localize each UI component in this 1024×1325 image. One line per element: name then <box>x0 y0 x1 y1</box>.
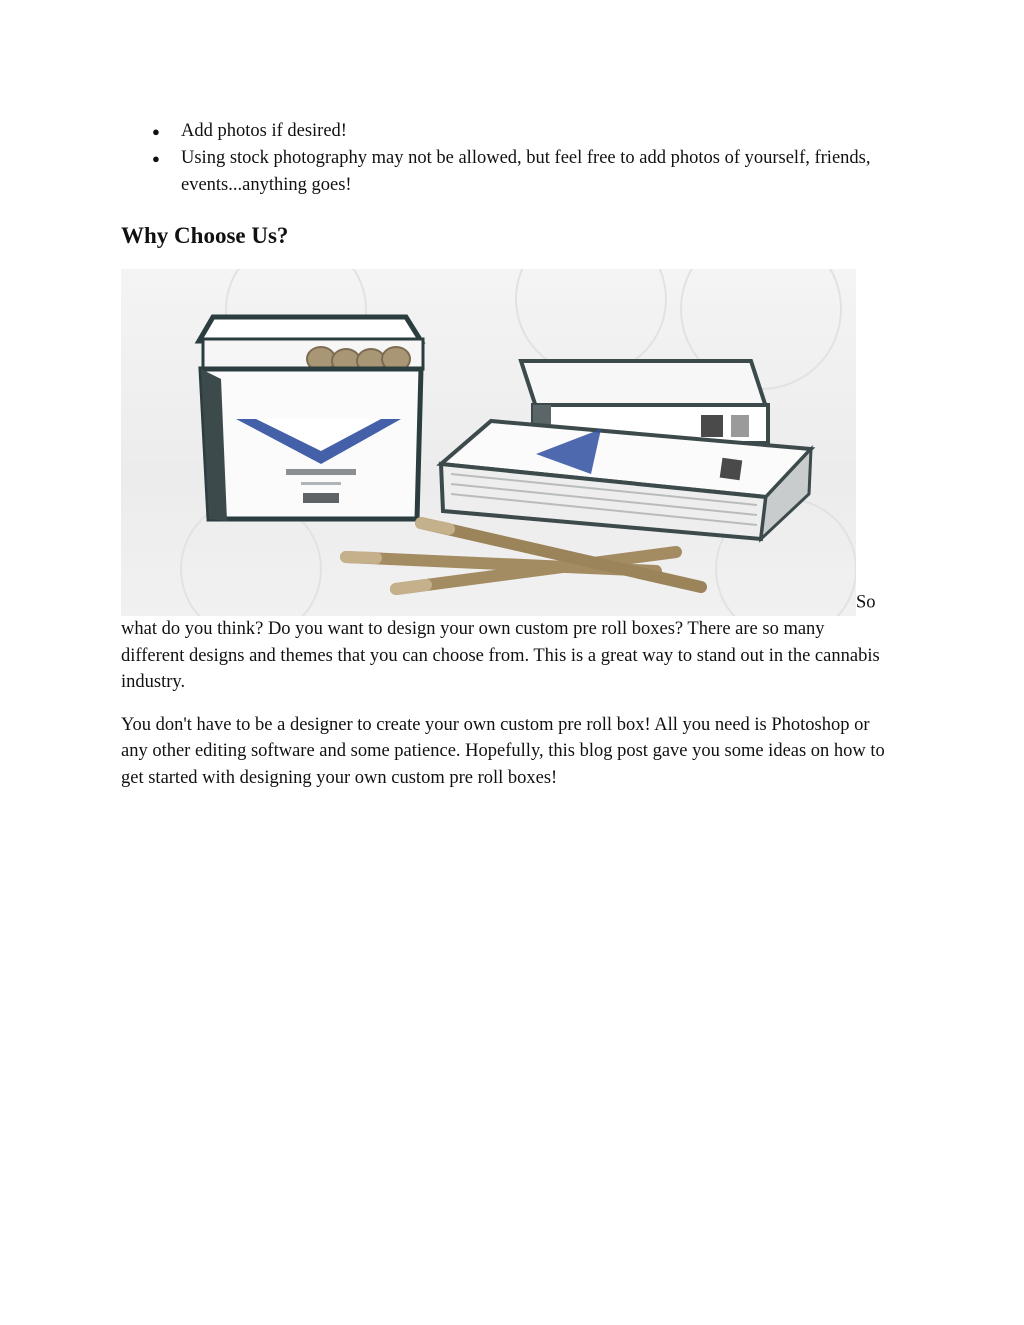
image-and-paragraph <box>121 269 891 696</box>
list-item <box>121 118 891 145</box>
pre-roll-boxes-photo <box>121 269 856 616</box>
bullet-icon: ● <box>152 124 160 139</box>
list-item-text: Add photos if desired! <box>181 121 347 141</box>
bullet-icon: ● <box>152 151 160 166</box>
document-page <box>121 118 891 810</box>
section-heading: Why Choose Us? <box>121 223 289 248</box>
open-box-left <box>199 317 423 521</box>
list-item <box>121 145 891 199</box>
bullet-list <box>121 118 891 199</box>
body-paragraph: You don't have to be a designer to create your own custom pre roll box! All you need is Photoshop or any other editing software and some patience. Hopefully, this blog post gave you some ideas on how to get started with designing your own custom pre roll boxes! <box>121 714 885 788</box>
loose-pre-rolls <box>346 523 701 589</box>
body-paragraph: So what do you think? Do you want to design your own custom pre roll boxes? There are so many different designs and themes that you can choose from. This is a great way to stand out in the cannabis industry. <box>121 592 880 692</box>
list-item-text: Using stock photography may not be allowed, but feel free to add photos of yourself, friends, events...anything goes! <box>181 148 871 195</box>
